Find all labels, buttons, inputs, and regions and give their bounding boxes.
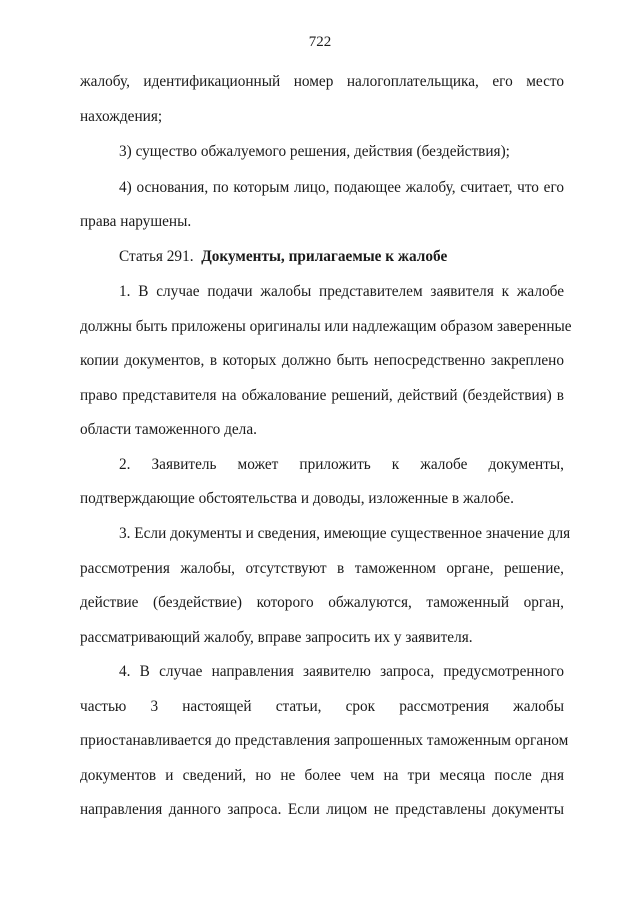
text-line: 3. Если документы и сведения, имеющие существенное значение для [119, 525, 571, 542]
text-line: 1. В случае подачи жалобы представителем заявителя к жалобе [119, 283, 564, 300]
text-line: 2. Заявитель может приложить к жалобе документы, [119, 456, 564, 473]
text-line: права нарушены. [80, 213, 192, 230]
article-number: Статья 291. [119, 248, 194, 265]
text-line: рассмотрения жалобы, отсутствуют в таможенном органе, решение, [80, 560, 564, 577]
text-line: рассматривающий жалобу, вправе запросить их у заявителя. [80, 629, 473, 646]
text-line: области таможенного дела. [80, 421, 257, 438]
text-line: 4) основания, по которым лицо, подающее жалобу, считает, что его [119, 179, 564, 196]
text-line: частью 3 настоящей статьи, срок рассмотрения жалобы [80, 698, 564, 715]
page-number: 722 [308, 34, 332, 50]
article-heading [119, 248, 564, 266]
article-title: Документы, прилагаемые к жалобе [201, 248, 448, 265]
text-line: 3) существо обжалуемого решения, действия (бездействия); [119, 143, 510, 160]
text-line: должны быть приложены оригиналы или надлежащим образом заверенные [80, 318, 572, 335]
text-line: жалобу, идентификационный номер налогоплательщика, его место [80, 73, 564, 90]
text-line: документов и сведений, но не более чем на три месяца после дня [80, 767, 564, 784]
text-line: право представителя на обжалование решений, действий (бездействия) в [80, 387, 564, 404]
text-line: подтверждающие обстоятельства и доводы, изложенные в жалобе. [80, 490, 514, 507]
text-line: копии документов, в которых должно быть непосредственно закреплено [80, 352, 564, 369]
text-line: действие (бездействие) которого обжалуются, таможенный орган, [80, 594, 564, 611]
text-line: приостанавливается до представления запрошенных таможенным органом [80, 732, 569, 749]
text-line: 4. В случае направления заявителю запроса, предусмотренного [119, 663, 564, 680]
text-line: направления данного запроса. Если лицом не представлены документы [80, 801, 564, 818]
text-line: нахождения; [80, 108, 163, 125]
